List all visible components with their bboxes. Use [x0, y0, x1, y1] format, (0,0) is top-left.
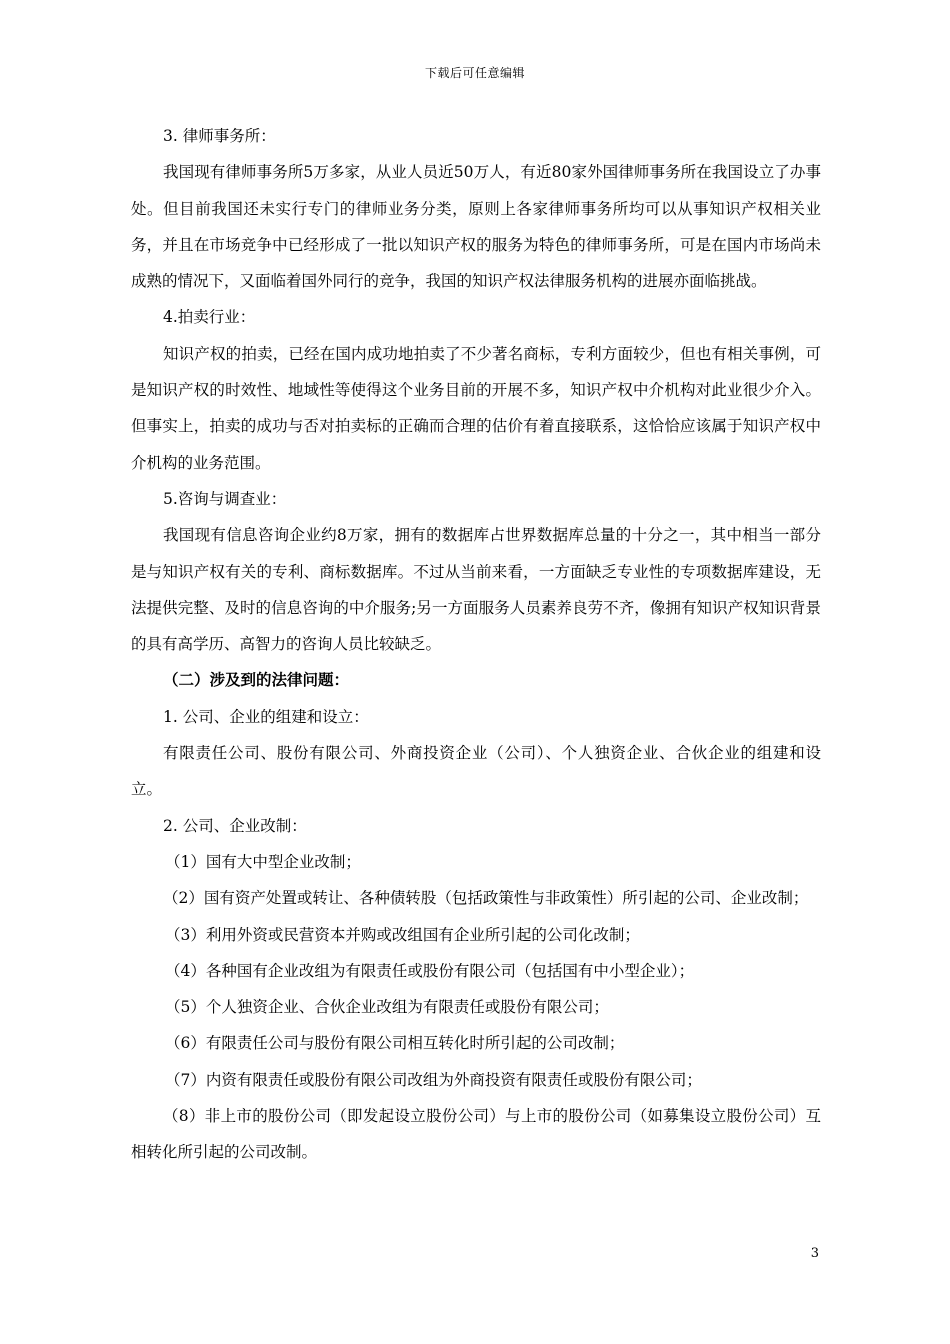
section-heading-legal-issues: （二）涉及到的法律问题： [163, 670, 350, 690]
list-item-3: （3）利用外资或民营资本并购或改组国有企业所引起的公司化改制； [165, 925, 640, 944]
list-item-5: （5）个人独资企业、合伙企业改组为有限责任或股份有限公司； [165, 998, 609, 1017]
heading-restructuring: 2. 公司、企业改制： [163, 816, 307, 835]
paragraph-law-firms: 我国现有律师事务所5万多家，从业人员近50万人，有近80家外国律师事务所在我国设立了办事处。但目前我国还未实行专门的律师业务分类，原则上各家律师事务所均可以从事知识产权相关业务，并且在市场竞争中已经形成了一批以知识产权的服务为特色的律师事务所，可是在国内市场尚未成熟的情况下，又面临着国外同行的竞争，我国的知识产权法律服务机构的进展亦面临挑战。 [131, 163, 821, 291]
list-item-8: （8）非上市的股份公司（即发起设立股份公司）与上市的股份公司（如募集设立股份公司）互相转化所引起的公司改制。 [131, 1107, 821, 1162]
heading-law-firms: 3. 律师事务所： [163, 127, 276, 145]
list-item-1: （1）国有大中型企业改制； [165, 852, 361, 871]
paragraph-auction: 知识产权的拍卖，已经在国内成功地拍卖了不少著名商标，专利方面较少，但也有相关事例，可是知识产权的时效性、地域性等使得这个业务目前的开展不多，知识产权中介机构对此业很少介入。但事实上，拍卖的成功与否对拍卖标的正确而合理的估价有着直接联系，这恰恰应该属于知识产权中介机构的业务范围。 [131, 344, 821, 472]
page-header: 下载后可任意编辑 [424, 66, 525, 80]
heading-consulting: 5.咨询与调查业： [163, 489, 287, 508]
list-item-6: （6）有限责任公司与股份有限公司相互转化时所引起的公司改制； [165, 1034, 625, 1053]
list-item-7: （7）内资有限责任或股份有限公司改组为外商投资有限责任或股份有限公司； [165, 1070, 702, 1089]
page-number: 3 [810, 1246, 819, 1261]
list-item-2: （2）国有资产处置或转让、各种债转股（包括政策性与非政策性）所引起的公司、企业改制； [163, 889, 809, 908]
paragraph-company-formation: 有限责任公司、股份有限公司、外商投资企业（公司）、个人独资企业、合伙企业的组建和设立。 [131, 744, 821, 799]
document-body [131, 118, 821, 1171]
list-item-4: （4）各种国有企业改组为有限责任或股份有限公司（包括国有中小型企业）； [165, 961, 695, 980]
heading-auction: 4.拍卖行业： [163, 308, 256, 327]
paragraph-consulting: 我国现有信息咨询企业约8万家，拥有的数据库占世界数据库总量的十分之一，其中相当一部分是与知识产权有关的专利、商标数据库。不过从当前来看，一方面缺乏专业性的专项数据库建设，无法提供完整、及时的信息咨询的中介服务;另一方面服务人员素养良劳不齐，像拥有知识产权知识背景的具有高学历、高智力的咨询人员比较缺乏。 [131, 526, 821, 654]
heading-company-formation: 1. 公司、企业的组建和设立： [163, 707, 369, 726]
